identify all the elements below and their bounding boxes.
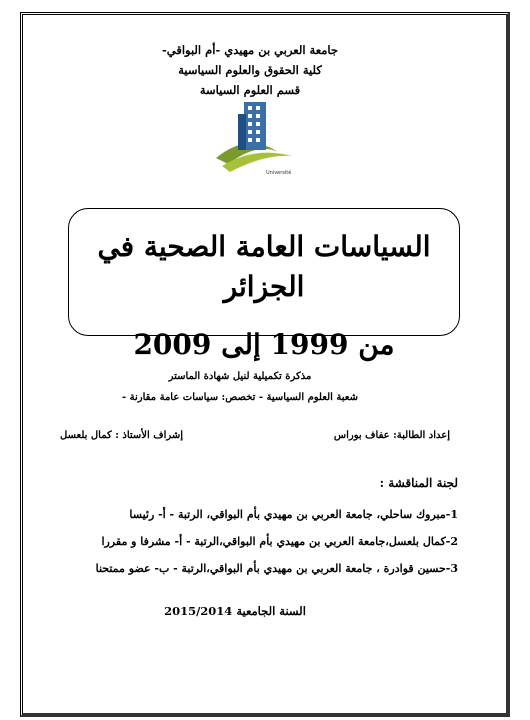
thesis-note: مذكرة تكميلية لنيل شهادة الماستر xyxy=(168,371,312,382)
university-logo-icon xyxy=(208,92,300,184)
faculty-name: كلية الحقوق والعلوم السياسية xyxy=(178,63,322,77)
committee xyxy=(58,470,458,582)
thesis-info xyxy=(100,366,380,408)
thesis-branch: شعبة العلوم السياسية - تخصص: سياسات عامة مقارنة - xyxy=(122,392,358,403)
academic-year: السنة الجامعية 2015/2014 xyxy=(164,604,306,618)
university-name: جامعة العربي بن مهيدي -أم البواقي- xyxy=(161,43,339,57)
committee-label: لجنة المناقشة : xyxy=(379,476,458,490)
prepared-by: إعداد الطالبة: عفاف بوراس xyxy=(333,430,450,441)
logo-caption: Université xyxy=(266,170,292,176)
supervisor: إشراف الأستاذ : كمال بلعسل xyxy=(60,430,184,441)
thesis-period: من 1999 إلى 2009 xyxy=(133,328,395,361)
committee-member: 2-كمال بلعسل،جامعة العربي بن مهيدي بأم البواقي،الرتبة - أ- مشرفا و مقررا xyxy=(101,535,458,548)
committee-member: 1-مبروك ساحلي، جامعة العربي بن مهيدي بأم البواقي، الرتبة - أ- رئيسا xyxy=(129,508,458,521)
committee-member: 3-حسين قوادرة ، جامعة العربي بن مهيدي بأم البواقي،الرتبة - ب- عضو ممتحنا xyxy=(95,562,458,575)
department-name: قسم العلوم السياسة xyxy=(199,83,301,97)
prep-row xyxy=(60,430,450,450)
thesis-title: السياسات العامة الصحية في الجزائر xyxy=(97,230,431,303)
institution-header xyxy=(150,40,350,100)
title-box xyxy=(68,208,460,361)
